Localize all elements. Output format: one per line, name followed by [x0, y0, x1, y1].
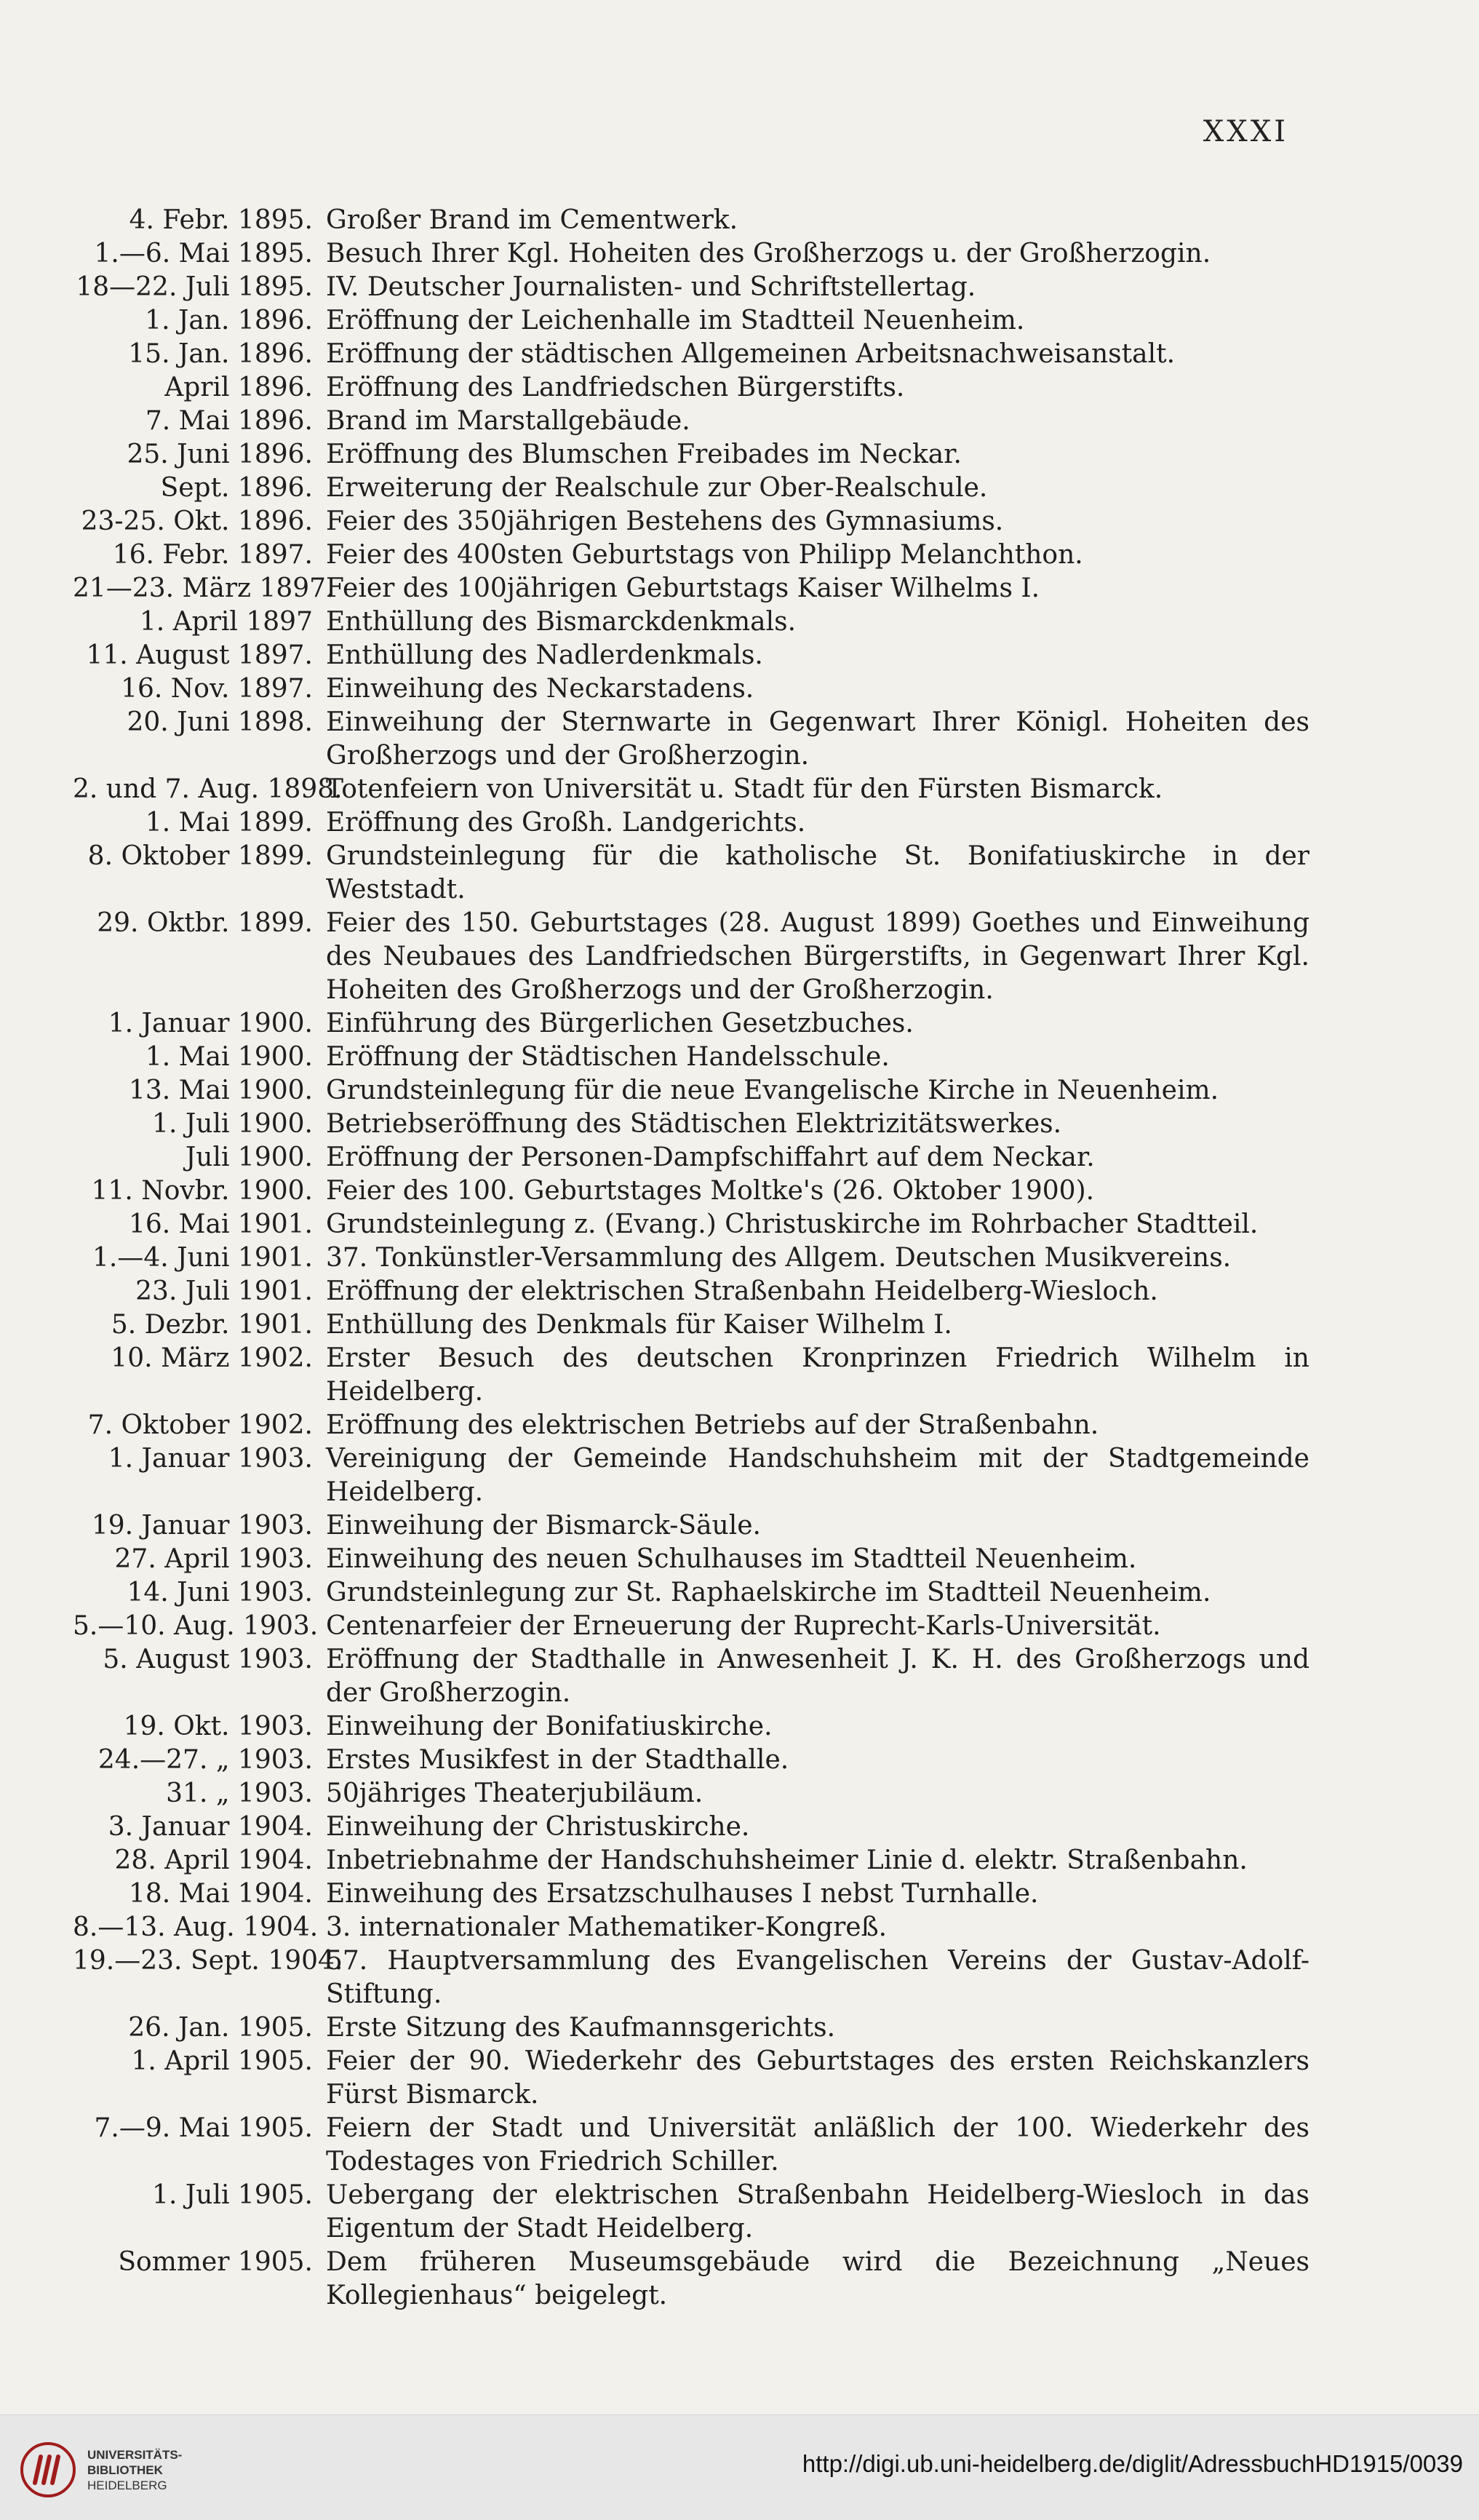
entry-event: 37. Tonkünstler-Versammlung des Allgem. Deutschen Musikvereins. — [326, 1243, 1232, 1273]
entry-event: Centenarfeier der Erneuerung der Ruprecht-Karls-Universität. — [326, 1611, 1161, 1641]
entry-event: Eröffnung der Personen-Dampfschiffahrt auf dem Neckar. — [326, 1142, 1095, 1172]
entry-event: Eröffnung des Landfriedschen Bürgerstifts. — [326, 373, 905, 402]
entry-date: 18. Mai 1904. — [128, 1879, 313, 1909]
chronicle-entry — [73, 271, 1309, 304]
entry-event: Enthüllung des Bismarckdenkmals. — [326, 607, 797, 637]
entry-date: 16. Nov. 1897. — [121, 674, 313, 704]
chronicle-entry — [73, 1074, 1309, 1108]
entry-event: Totenfeiern von Universität u. Stadt für den Fürsten Bismarck. — [326, 774, 1163, 804]
library-name-line2: BIBLIOTHEK — [87, 2463, 163, 2477]
entry-date: 7. Mai 1896. — [145, 406, 313, 436]
entry-date: 8.—13. Aug. 1904. — [73, 1912, 319, 1942]
entry-event: Grundsteinlegung für die neue Evangelische Kirche in Neuenheim. — [326, 1076, 1219, 1105]
entry-date: 24.—27. „ 1903. — [97, 1745, 313, 1775]
entry-date: 13. Mai 1900. — [128, 1076, 313, 1105]
chronicle-entry — [73, 773, 1309, 806]
entry-event: Eröffnung der städtischen Allgemeinen Arbeitsnachweisanstalt. — [326, 339, 1176, 369]
entry-date: 7. Oktober 1902. — [87, 1410, 313, 1440]
entry-date: 19. Januar 1903. — [91, 1511, 313, 1541]
chronicle-entry — [73, 1810, 1309, 1844]
entry-date: 11. August 1897. — [86, 640, 313, 670]
entry-event: Feier des 100. Geburtstages Moltke's (26. Oktober 1900). — [326, 1176, 1095, 1206]
entry-date: 2. und 7. Aug. 1898. — [73, 774, 343, 804]
entry-date: 4. Febr. 1895. — [129, 205, 313, 235]
entry-event: Einweihung der Bonifatiuskirche. — [326, 1712, 773, 1741]
chronicle-entry — [73, 1911, 1309, 1944]
entry-event: 57. Hauptversammlung des Evangelischen Vereins der Gustav-Adolf-Stiftung. — [326, 1946, 1309, 2009]
source-url-link[interactable]: http://digi.ub.uni-heidelberg.de/diglit/AdressbuchHD1915/0039 — [802, 2450, 1463, 2477]
entry-event: Erweiterung der Realschule zur Ober-Realschule. — [326, 473, 988, 503]
chronicle-entry — [73, 840, 1309, 907]
chronicle-entry — [73, 237, 1309, 271]
chronicle-entry — [73, 204, 1309, 237]
entry-event: Eröffnung des Großh. Landgerichts. — [326, 808, 806, 838]
chronicle-entry — [73, 405, 1309, 438]
entry-event: Einweihung des Neckarstadens. — [326, 674, 754, 704]
entry-event: Erstes Musikfest in der Stadthalle. — [326, 1745, 789, 1775]
entry-event: Feier des 400sten Geburtstags von Philipp Melanchthon. — [326, 540, 1083, 570]
chronicle-entry — [73, 1777, 1309, 1810]
chronicle-entry — [73, 1409, 1309, 1442]
chronicle-entry — [73, 1610, 1309, 1643]
chronicle-entry — [73, 672, 1309, 706]
entry-event: Inbetriebnahme der Handschuhsheimer Linie d. elektr. Straßenbahn. — [326, 1845, 1248, 1875]
entry-event: Feiern der Stadt und Universität anläßlich der 100. Wiederkehr des Todestages von Friedrich Schiller. — [326, 2113, 1309, 2177]
entry-date: 26. Jan. 1905. — [128, 2013, 313, 2043]
chronicle-entry — [73, 1308, 1309, 1342]
entry-event: Grundsteinlegung für die katholische St. Bonifatiuskirche in der Weststadt. — [326, 841, 1309, 905]
entry-event: 50jähriges Theaterjubiläum. — [326, 1778, 703, 1808]
chronicle-entry — [73, 1442, 1309, 1509]
entry-event: Enthüllung des Nadlerdenkmals. — [326, 640, 763, 670]
chronicle-entry — [73, 1241, 1309, 1275]
entry-event: Einweihung des Ersatzschulhauses I nebst Turnhalle. — [326, 1879, 1039, 1909]
chronicle-entry — [73, 2112, 1309, 2179]
chronicle-entry — [73, 907, 1309, 1007]
entry-date: 16. Febr. 1897. — [112, 540, 313, 570]
entry-event: Vereinigung der Gemeinde Handschuhsheim mit der Stadtgemeinde Heidelberg. — [326, 1444, 1309, 1507]
entry-date: April 1896. — [164, 373, 313, 402]
entry-date: 5. Dezbr. 1901. — [111, 1310, 313, 1340]
entry-event: Eröffnung der Leichenhalle im Stadtteil Neuenheim. — [326, 306, 1025, 335]
chronicle-entry — [73, 1007, 1309, 1041]
entry-date: 11. Novbr. 1900. — [91, 1176, 313, 1206]
chronicle-entry — [73, 2045, 1309, 2112]
entry-event: IV. Deutscher Journalisten- und Schriftstellertag. — [326, 272, 976, 302]
chronicle-entry — [73, 639, 1309, 672]
entry-date: 5.—10. Aug. 1903. — [73, 1611, 319, 1641]
chronicle-entry — [73, 605, 1309, 639]
entry-date: 1.—4. Juni 1901. — [92, 1243, 313, 1273]
entry-date: 1. Juli 1905. — [152, 2180, 313, 2210]
chronicle-entry — [73, 1576, 1309, 1610]
chronicle-entry — [73, 472, 1309, 505]
library-name — [87, 2447, 182, 2493]
entry-event: Feier des 350jährigen Bestehens des Gymnasiums. — [326, 506, 1004, 536]
chronicle-entry — [73, 1509, 1309, 1543]
entry-event: Feier des 100jährigen Geburtstags Kaiser Wilhelms I. — [326, 573, 1040, 603]
chronicle-entry — [73, 1877, 1309, 1911]
entry-date: 5. August 1903. — [103, 1645, 313, 1674]
entry-date: 1. April 1905. — [131, 2046, 313, 2076]
entry-date: 25. Juni 1896. — [127, 440, 313, 469]
entry-event: Uebergang der elektrischen Straßenbahn Heidelberg-Wiesloch in das Eigentum der Stadt Heidelberg. — [326, 2180, 1309, 2243]
entry-date: Sommer 1905. — [118, 2247, 313, 2277]
entry-date: 3. Januar 1904. — [108, 1812, 313, 1842]
library-seal-icon — [19, 2441, 77, 2499]
entry-date: Sept. 1896. — [160, 473, 313, 503]
entry-date: 8. Oktober 1899. — [87, 841, 313, 871]
chronicle-entry — [73, 572, 1309, 605]
chronicle-entry — [73, 1342, 1309, 1409]
entry-event: Einweihung der Sternwarte in Gegenwart Ihrer Königl. Hoheiten des Großherzogs und der Großherzogin. — [326, 707, 1309, 771]
entry-event: Einweihung des neuen Schulhauses im Stadtteil Neuenheim. — [326, 1544, 1137, 1574]
library-logo[interactable] — [19, 2437, 183, 2503]
entry-date: 19. Okt. 1903. — [123, 1712, 313, 1741]
entry-date: 31. „ 1903. — [166, 1778, 313, 1808]
entry-date: 29. Oktbr. 1899. — [97, 908, 313, 938]
chronicle-entry — [73, 1744, 1309, 1777]
chronicle-entry — [73, 371, 1309, 405]
entry-event: Eröffnung des elektrischen Betriebs auf der Straßenbahn. — [326, 1410, 1099, 1440]
chronicle-entry — [73, 438, 1309, 472]
entry-date: Juli 1900. — [185, 1142, 313, 1172]
entry-event: Eröffnung der Städtischen Handelsschule. — [326, 1042, 890, 1072]
chronicle-list — [73, 204, 1309, 2313]
entry-date: 23-25. Okt. 1896. — [81, 506, 313, 536]
chronicle-entry — [73, 1643, 1309, 1710]
entry-date: 21—23. März 1897. — [73, 573, 335, 603]
entry-date: 1. Jan. 1896. — [145, 306, 313, 335]
entry-event: Feier der 90. Wiederkehr des Geburtstages des ersten Reichskanzlers Fürst Bismarck. — [326, 2046, 1309, 2110]
page-number: XXXI — [1203, 115, 1288, 148]
chronicle-entry — [73, 2246, 1309, 2313]
entry-date: 1. Januar 1903. — [108, 1444, 313, 1474]
entry-date: 16. Mai 1901. — [128, 1209, 313, 1239]
library-name-line1: UNIVERSITÄTS- — [87, 2447, 183, 2462]
entry-date: 27. April 1903. — [114, 1544, 313, 1574]
entry-date: 1.—6. Mai 1895. — [94, 239, 313, 269]
chronicle-entry — [73, 505, 1309, 538]
entry-event: Enthüllung des Denkmals für Kaiser Wilhelm I. — [326, 1310, 952, 1340]
entry-event: Grundsteinlegung zur St. Raphaelskirche im Stadtteil Neuenheim. — [326, 1578, 1211, 1607]
entry-event: Betriebseröffnung des Städtischen Elektrizitätswerkes. — [326, 1109, 1062, 1139]
entry-date: 15. Jan. 1896. — [128, 339, 313, 369]
chronicle-entry — [73, 1275, 1309, 1308]
entry-event: Dem früheren Museumsgebäude wird die Bezeichnung „Neues Kollegienhaus“ beigelegt. — [326, 2247, 1309, 2310]
entry-date: 18—22. Juli 1895. — [76, 272, 313, 302]
entry-date: 14. Juni 1903. — [127, 1578, 313, 1607]
chronicle-entry — [73, 806, 1309, 840]
chronicle-entry — [73, 304, 1309, 338]
chronicle-entry — [73, 1174, 1309, 1208]
entry-event: Erste Sitzung des Kaufmannsgerichts. — [326, 2013, 836, 2043]
entry-event: Eröffnung der elektrischen Straßenbahn Heidelberg-Wiesloch. — [326, 1276, 1158, 1306]
entry-date: 1. Mai 1899. — [145, 808, 313, 838]
entry-date: 23. Juli 1901. — [135, 1276, 313, 1306]
entry-event: Feier des 150. Geburtstages (28. August 1899) Goethes und Einweihung des Neubaues des Landfriedschen Bürgerstifts, in Gegenwart Ihrer Kgl. Hoheiten des Großherzogs und der Großherzogin. — [326, 908, 1309, 1005]
entry-event: Einweihung der Bismarck-Säule. — [326, 1511, 761, 1541]
chronicle-entry — [73, 1543, 1309, 1576]
chronicle-entry — [73, 1141, 1309, 1174]
entry-event: Eröffnung der Stadthalle in Anwesenheit J. K. H. des Großherzogs und der Großherzogin. — [326, 1645, 1309, 1708]
viewer-footer — [0, 2414, 1479, 2520]
library-name-line3: HEIDELBERG — [87, 2478, 167, 2492]
entry-date: 1. April 1897 — [139, 607, 313, 637]
entry-date: 1. Mai 1900. — [145, 1042, 313, 1072]
entry-event: Brand im Marstallgebäude. — [326, 406, 690, 436]
entry-event: Großer Brand im Cementwerk. — [326, 205, 738, 235]
entry-date: 20. Juni 1898. — [127, 707, 313, 737]
chronicle-entry — [73, 1944, 1309, 2011]
entry-date: 10. März 1902. — [111, 1343, 313, 1373]
entry-date: 1. Juli 1900. — [152, 1109, 313, 1139]
chronicle-entry — [73, 2011, 1309, 2045]
entry-event: Besuch Ihrer Kgl. Hoheiten des Großherzogs u. der Großherzogin. — [326, 239, 1211, 269]
chronicle-entry — [73, 1208, 1309, 1241]
entry-date: 19.—23. Sept. 1904. — [73, 1946, 343, 1976]
entry-date: 1. Januar 1900. — [108, 1009, 313, 1038]
chronicle-entry — [73, 1108, 1309, 1141]
chronicle-entry — [73, 1844, 1309, 1877]
chronicle-entry — [73, 706, 1309, 773]
entry-event: Grundsteinlegung z. (Evang.) Christuskirche im Rohrbacher Stadtteil. — [326, 1209, 1259, 1239]
entry-event: Einführung des Bürgerlichen Gesetzbuches. — [326, 1009, 914, 1038]
entry-event: Eröffnung des Blumschen Freibades im Neckar. — [326, 440, 962, 469]
chronicle-entry — [73, 1710, 1309, 1744]
entry-event: 3. internationaler Mathematiker-Kongreß. — [326, 1912, 888, 1942]
entry-event: Einweihung der Christuskirche. — [326, 1812, 750, 1842]
chronicle-entry — [73, 338, 1309, 371]
entry-date: 28. April 1904. — [114, 1845, 313, 1875]
chronicle-entry — [73, 538, 1309, 572]
entry-date: 7.—9. Mai 1905. — [94, 2113, 313, 2143]
chronicle-entry — [73, 2179, 1309, 2246]
entry-event: Erster Besuch des deutschen Kronprinzen Friedrich Wilhelm in Heidelberg. — [326, 1343, 1309, 1407]
chronicle-entry — [73, 1041, 1309, 1074]
